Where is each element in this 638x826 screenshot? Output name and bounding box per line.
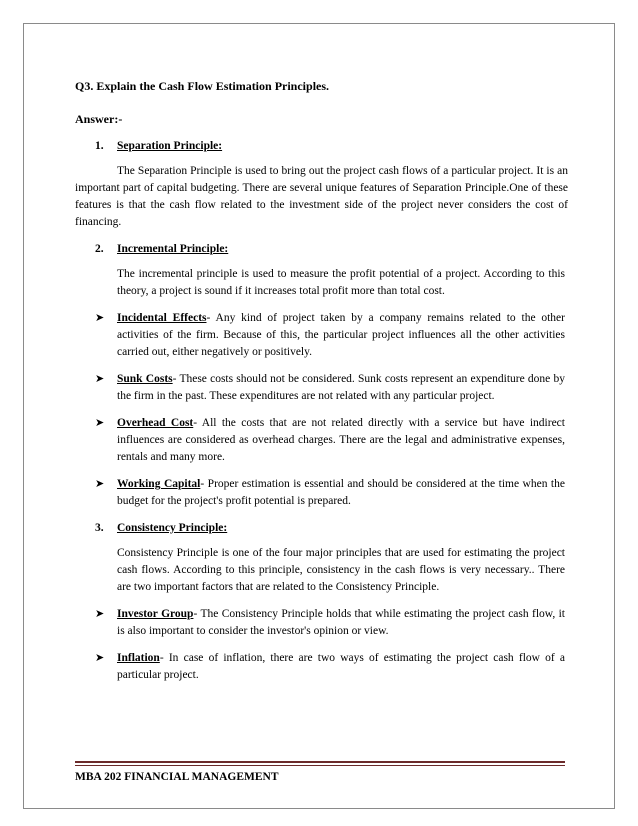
- bullet-text: - All the costs that are not related directly with a service but have indirect influences are considered as overhead charges. There are the legal and administrative expenses, rentals and many more.: [117, 417, 565, 463]
- arrow-bullet-icon: ➤: [95, 312, 105, 324]
- section-heading-text: Consistency Principle:: [117, 522, 228, 534]
- section-number: 2.: [95, 243, 104, 255]
- bullet-term: Investor Group: [117, 608, 194, 620]
- footer-rule: [75, 761, 565, 763]
- section-heading-consistency: [95, 520, 565, 537]
- arrow-bullet-icon: ➤: [95, 652, 105, 664]
- section-number: 3.: [95, 522, 104, 534]
- bullet-item: [95, 606, 565, 640]
- bullet-term: Sunk Costs: [117, 373, 173, 385]
- answer-label: Answer:-: [75, 112, 123, 126]
- separation-paragraph: The Separation Principle is used to bring out the project cash flows of a particular project. It is an important part of capital budgeting. There are several unique features of Separation Principle.One of these features is that the cash flow related to the investment side of the project never considers the cost of financing.: [75, 165, 568, 228]
- bullet-term: Inflation: [117, 652, 160, 664]
- section-heading-text: Incremental Principle:: [117, 243, 229, 255]
- bullet-text: - Proper estimation is essential and should be considered at the time when the budget for the project's profit potential is prepared.: [117, 478, 565, 507]
- footer-rule-thin: [75, 765, 565, 766]
- bullet-item: [95, 310, 565, 361]
- arrow-bullet-icon: ➤: [95, 608, 105, 620]
- arrow-bullet-icon: ➤: [95, 373, 105, 385]
- bullet-term: Working Capital: [117, 478, 201, 490]
- bullet-text: - In case of inflation, there are two ways of estimating the project cash flow of a particular project.: [117, 652, 565, 681]
- arrow-bullet-icon: ➤: [95, 417, 105, 429]
- section-heading-text: Separation Principle:: [117, 140, 223, 152]
- bullet-text: - These costs should not be considered. Sunk costs represent an expenditure done by the firm in the past. These expenditures are not related with any particular project.: [117, 373, 565, 402]
- consistency-paragraph: Consistency Principle is one of the four major principles that are used for estimating the project cash flows. According to this principle, consistency in the cash flows is very necessary.. There are two important factors that are related to the Consistency Principle.: [117, 547, 565, 593]
- bullet-item: [95, 650, 565, 684]
- section-number: 1.: [95, 140, 104, 152]
- section-heading-separation: [95, 138, 565, 155]
- incremental-paragraph: The incremental principle is used to measure the profit potential of a project. According to this theory, a project is sound if it increases total profit more than total cost.: [117, 268, 565, 297]
- bullet-term: Incidental Effects: [117, 312, 207, 324]
- bullet-text: - The Consistency Principle holds that while estimating the project cash flow, it is also important to consider the investor's opinion or view.: [117, 608, 565, 637]
- bullet-term: Overhead Cost: [117, 417, 194, 429]
- question-title: Q3. Explain the Cash Flow Estimation Principles.: [75, 79, 330, 93]
- bullet-text: - Any kind of project taken by a company remains related to the other activities of the firm. Because of this, the particular project influences all the other activities carried out, either negatively or positively.: [117, 312, 565, 358]
- document-body: [75, 78, 568, 694]
- arrow-bullet-icon: ➤: [95, 478, 105, 490]
- bullet-item: [95, 476, 565, 510]
- bullet-item: [95, 371, 565, 405]
- page-footer: MBA 202 FINANCIAL MANAGEMENT: [75, 771, 279, 783]
- section-heading-incremental: [95, 241, 565, 258]
- bullet-item: [95, 415, 565, 466]
